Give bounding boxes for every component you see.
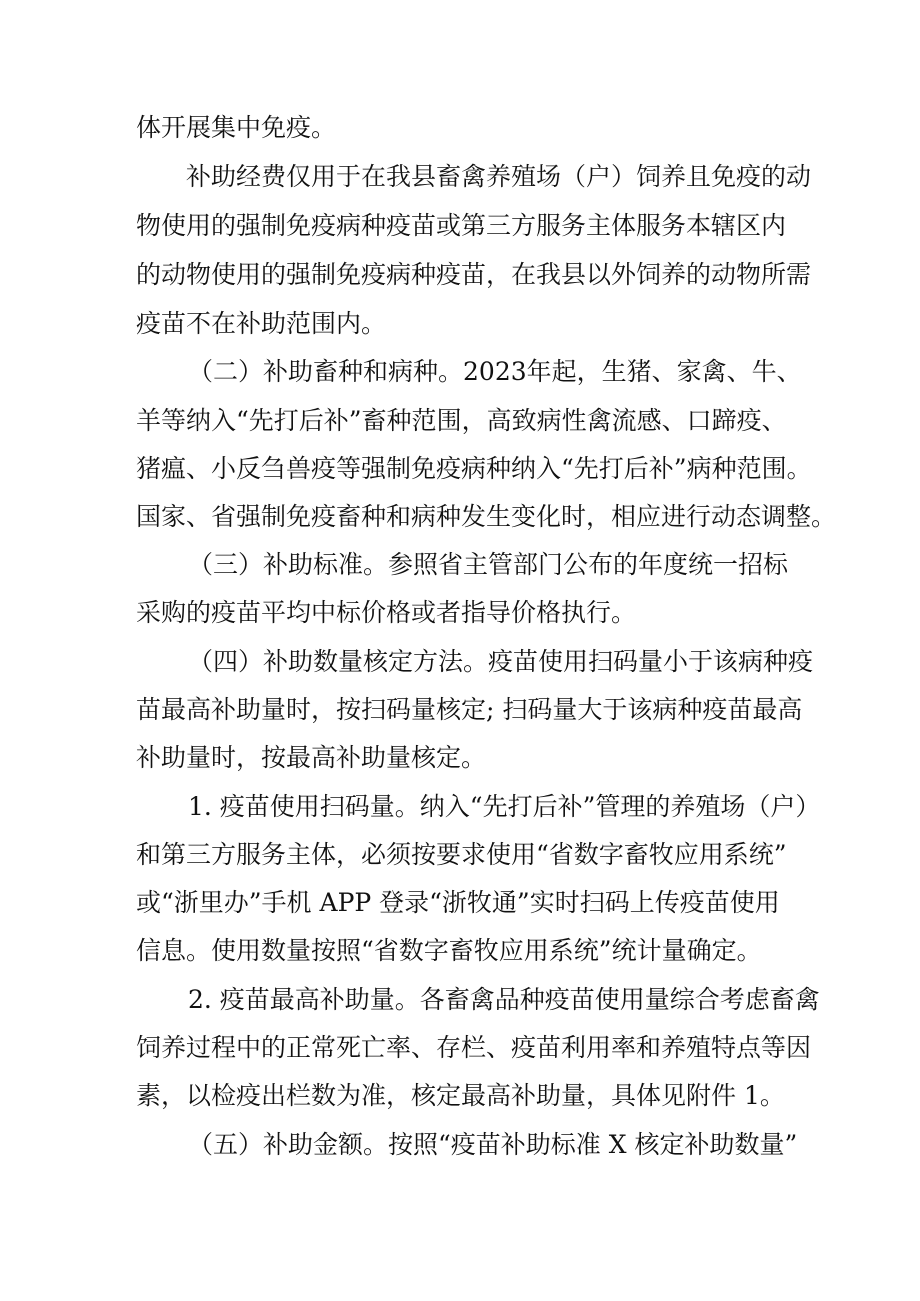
text-line-9: 国家、省强制免疫畜种和病种发生变化时，相应进行动态调整。	[136, 502, 837, 531]
text-line-22: （五）补助金额。按照“疫苗补助标准 X 核定补助数量”	[188, 1130, 798, 1159]
text-line-1: 体开展集中免疫。	[136, 113, 337, 142]
text-line-11: 采购的疫苗平均中标价格或者指导价格执行。	[136, 598, 637, 627]
text-line-10: （三）补助标准。参照省主管部门公布的年度统一招标	[188, 550, 789, 579]
text-line-8: 猪瘟、小反刍兽疫等强制免疫病种纳入“先打后补”病种范围。	[136, 454, 812, 483]
text-line-18: 信息。使用数量按照“省数字畜牧应用系统”统计量确定。	[136, 936, 762, 965]
text-line-5: 疫苗不在补助范围内。	[136, 309, 387, 338]
text-line-15: 1. 疫苗使用扫码量。纳入“先打后补”管理的养殖场（户）	[188, 792, 821, 821]
text-line-17: 或“浙里办”手机 APP 登录“浙牧通”实时扫码上传疫苗使用	[136, 888, 780, 917]
text-line-13: 苗最高补助量时，按扫码量核定; 扫码量大于该病种疫苗最高	[136, 695, 803, 724]
text-line-12: （四）补助数量核定方法。疫苗使用扫码量小于该病种疫	[188, 647, 814, 676]
text-line-6: （二）补助畜种和病种。2023年起，生猪、家禽、牛、	[188, 357, 802, 386]
text-line-19: 2. 疫苗最高补助量。各畜禽品种疫苗使用量综合考虑畜禽	[188, 985, 820, 1014]
text-line-16: 和第三方服务主体，必须按要求使用“省数字畜牧应用系统”	[136, 840, 787, 869]
text-line-14: 补助量时，按最高补助量核定。	[136, 743, 487, 772]
text-line-3: 物使用的强制免疫病种疫苗或第三方服务主体服务本辖区内	[136, 211, 787, 240]
text-line-21: 素，以检疫出栏数为准，核定最高补助量，具体见附件 1。	[136, 1081, 785, 1110]
text-line-7: 羊等纳入“先打后补”畜种范围，高致病性禽流感、口蹄疫、	[136, 406, 787, 435]
text-line-4: 的动物使用的强制免疫病种疫苗，在我县以外饲养的动物所需	[136, 260, 812, 289]
text-line-20: 饲养过程中的正常死亡率、存栏、疫苗利用率和养殖特点等因	[136, 1033, 812, 1062]
text-line-2: 补助经费仅用于在我县畜禽养殖场（户）饲养且免疫的动	[186, 162, 812, 191]
